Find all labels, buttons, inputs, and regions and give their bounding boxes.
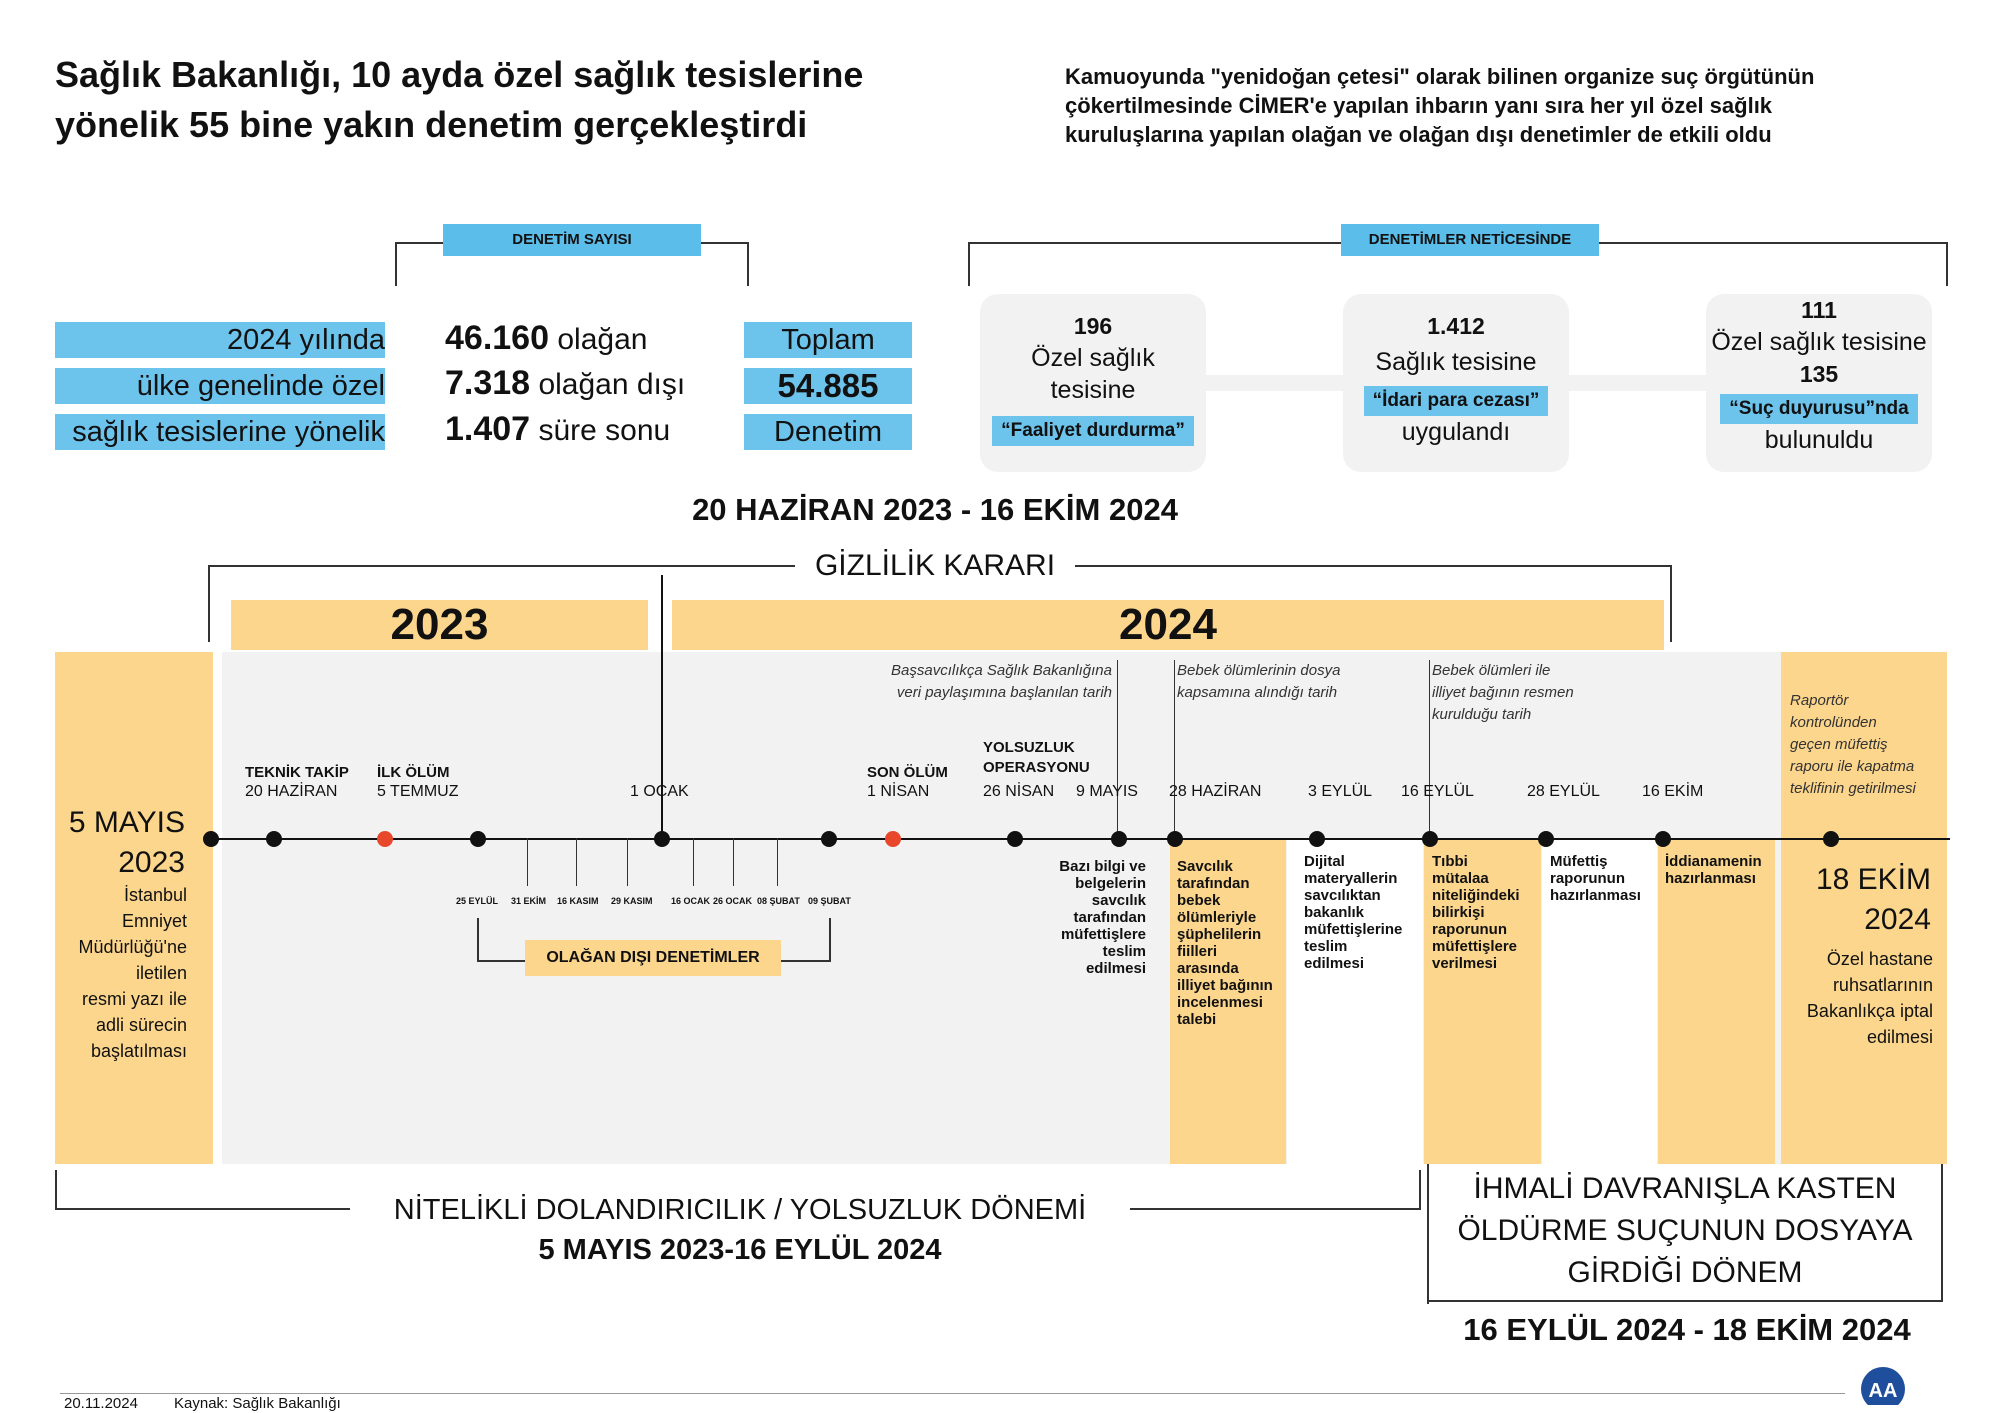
small-date-08-subat: 08 ŞUBAT xyxy=(757,896,800,906)
dot-28-eylul xyxy=(1538,831,1554,847)
footer-date: 20.11.2024 xyxy=(64,1395,138,1412)
note2-connector xyxy=(1174,660,1175,838)
label-yolsuzluk-1: YOLSUZLUK xyxy=(983,739,1075,756)
date-28-haziran: 28 HAZİRAN xyxy=(1169,783,1262,800)
aa-logo-icon xyxy=(1858,1364,1908,1405)
start-date: 5 MAYIS 2023 xyxy=(68,806,185,879)
secrecy-label: GİZLİLİK KARARI xyxy=(795,546,1075,586)
audit-left-3: sağlık tesislerine yönelik xyxy=(55,414,385,450)
dot-09-subat xyxy=(821,831,837,847)
svg-text:AA: AA xyxy=(1868,1380,1898,1402)
desc-28-eylul: Müfettiş raporunun hazırlanması xyxy=(1550,853,1641,904)
date-26-nisan: 26 NİSAN xyxy=(983,783,1055,800)
date-9-mayis: 9 MAYIS xyxy=(1076,783,1138,800)
small-date-16-kasim: 16 KASIM xyxy=(557,896,599,906)
start-text: İstanbul Emniyet Müdürlüğü'ne iletilen resmi yazı ile adli sürecin başlatılması xyxy=(78,885,187,1061)
page-title: Sağlık Bakanlığı, 10 ayda özel sağlık tesislerine yönelik 55 bine yakın denetim gerçekleştirdi xyxy=(55,54,864,145)
total-value: 54.885 xyxy=(744,368,912,404)
tick-16-kasim xyxy=(576,838,577,886)
timeline-range: 20 HAZİRAN 2023 - 16 EKİM 2024 xyxy=(692,492,1178,527)
label-teknik-takip: TEKNİK TAKİP xyxy=(245,764,349,781)
small-date-09-subat: 09 ŞUBAT xyxy=(808,896,851,906)
footer-rule xyxy=(60,1393,1845,1394)
small-date-25-eylul: 25 EYLÜL xyxy=(456,896,499,906)
total-unit: Denetim xyxy=(744,414,912,450)
period2-range: 16 EYLÜL 2024 - 18 EKİM 2024 xyxy=(1463,1312,1911,1347)
dot-26-nisan xyxy=(1007,831,1023,847)
desc-9-mayis: Bazı bilgi ve belgelerin savcılık tarafından müfettişlere teslim edilmesi xyxy=(1059,858,1146,977)
small-date-31-ekim: 31 EKİM xyxy=(511,896,547,906)
dot-ilk-olum xyxy=(377,831,393,847)
dot-25-eylul xyxy=(470,831,486,847)
footer-source: Kaynak: Sağlık Bakanlığı xyxy=(174,1395,341,1412)
dot-9-mayis xyxy=(1111,831,1127,847)
stat-expiry: 1.407 süre sonu xyxy=(445,410,671,448)
note-deaths-included: Bebek ölümlerinin dosya kapsamına alındığı tarih xyxy=(1177,662,1341,701)
label-yolsuzluk-2: OPERASYONU xyxy=(983,759,1090,776)
total-label: Toplam xyxy=(744,322,912,358)
period1-title: NİTELİKLİ DOLANDIRICILIK / YOLSUZLUK DÖNEMİ xyxy=(350,1190,1130,1230)
note-causality: Bebek ölümleri ile illiyet bağının resmen kurulduğu tarih xyxy=(1432,662,1574,723)
desc-28-haziran: Savcılık tarafından bebek ölümleriyle şüphelilerin fiilleri arasında illiyet bağının incelenmesi talebi xyxy=(1177,858,1273,1028)
dot-teknik-takip xyxy=(266,831,282,847)
audit-left-1: 2024 yılında xyxy=(55,322,385,358)
desc-16-eylul: Tıbbi mütalaa niteliğindeki bilirkişi raporunun müfettişlere verilmesi xyxy=(1432,853,1520,972)
date-1-ocak: 1 OCAK xyxy=(630,783,689,800)
date-28-eylul: 28 EYLÜL xyxy=(1527,783,1600,800)
result-card-suspension: 196 Özel sağlık tesisine “Faaliyet durdurma” xyxy=(980,294,1206,472)
end-date: 18 EKİM 2024 xyxy=(1815,863,1931,936)
date-3-eylul: 3 EYLÜL xyxy=(1308,783,1373,800)
note3-connector xyxy=(1429,660,1430,838)
tick-16-ocak xyxy=(693,838,694,886)
small-date-16-ocak: 16 OCAK xyxy=(671,896,711,906)
note-data-sharing: Başsavcılıkça Sağlık Bakanlığına veri paylaşımına başlanılan tarih xyxy=(891,662,1112,701)
date-ilk-olum: 5 TEMMUZ xyxy=(377,783,459,800)
label-ilk-olum: İLK ÖLÜM xyxy=(377,764,450,781)
tick-29-kasim xyxy=(627,838,628,886)
small-date-29-kasim: 29 KASIM xyxy=(611,896,653,906)
period2-box: İHMALİ DAVRANIŞLA KASTEN ÖLDÜRME SUÇUNUN DOSYAYA GİRDİĞİ DÖNEM xyxy=(1427,1164,1943,1302)
note1-connector xyxy=(1117,660,1118,838)
ekim16-band xyxy=(1658,840,1775,1164)
end-note: Raportör kontrolünden geçen müfettiş raporu ile kapatma teklifinin getirilmesi xyxy=(1790,692,1916,797)
date-son-olum: 1 NİSAN xyxy=(867,783,930,800)
dot-16-ekim xyxy=(1655,831,1671,847)
end-text: Özel hastane ruhsatlarının Bakanlıkça iptal edilmesi xyxy=(1806,949,1933,1047)
audit-count-tag: DENETİM SAYISI xyxy=(443,224,701,256)
date-16-ekim: 16 EKİM xyxy=(1642,783,1704,800)
tick-08-subat xyxy=(777,838,778,886)
desc-16-ekim: İddianamenin hazırlanması xyxy=(1665,853,1762,887)
stat-regular: 46.160 olağan xyxy=(445,319,648,357)
dot-28-haziran xyxy=(1167,831,1183,847)
aa-logo xyxy=(1858,1364,1908,1405)
tick-31-ekim xyxy=(527,838,528,886)
date-16-eylul: 16 EYLÜL xyxy=(1401,783,1474,800)
results-tag: DENETİMLER NETİCESİNDE xyxy=(1341,224,1599,256)
tick-26-ocak xyxy=(733,838,734,886)
label-son-olum: SON ÖLÜM xyxy=(867,764,948,781)
dot-18-ekim xyxy=(1823,831,1839,847)
desc-3-eylul: Dijital materyallerin savcılıktan bakanlık müfettişlerine teslim edilmesi xyxy=(1304,853,1403,972)
year-2024: 2024 xyxy=(672,600,1664,650)
audit-left-2: ülke genelinde özel xyxy=(55,368,385,404)
period1-range: 5 MAYIS 2023-16 EYLÜL 2024 xyxy=(538,1234,942,1266)
small-date-26-ocak: 26 OCAK xyxy=(713,896,753,906)
extra-audit-label: OLAĞAN DIŞI DENETİMLER xyxy=(525,940,781,976)
page-subtitle: Kamuoyunda "yenidoğan çetesi" olarak bilinen organize suç örgütünün çökertilmesinde CİMER'e yapılan ihbarın yanı sıra her yıl özel sağlık kuruluşlarına yapılan olağan ve olağan dışı denetimler de etkili oldu xyxy=(1065,64,1815,147)
dot-3-eylul xyxy=(1309,831,1325,847)
dot-16-eylul xyxy=(1422,831,1438,847)
stat-extraordinary: 7.318 olağan dışı xyxy=(445,364,686,402)
dot-1-ocak xyxy=(654,831,670,847)
year-2023: 2023 xyxy=(231,600,648,650)
dot-start xyxy=(203,831,219,847)
date-teknik-takip: 20 HAZİRAN xyxy=(245,783,338,800)
dot-son-olum xyxy=(885,831,901,847)
result-card-fine: 1.412 Sağlık tesisine “İdari para cezası” uygulandı xyxy=(1343,294,1569,472)
result-card-criminal: 111 Özel sağlık tesisine 135 “Suç duyurusu”nda bulunuldu xyxy=(1706,294,1932,472)
